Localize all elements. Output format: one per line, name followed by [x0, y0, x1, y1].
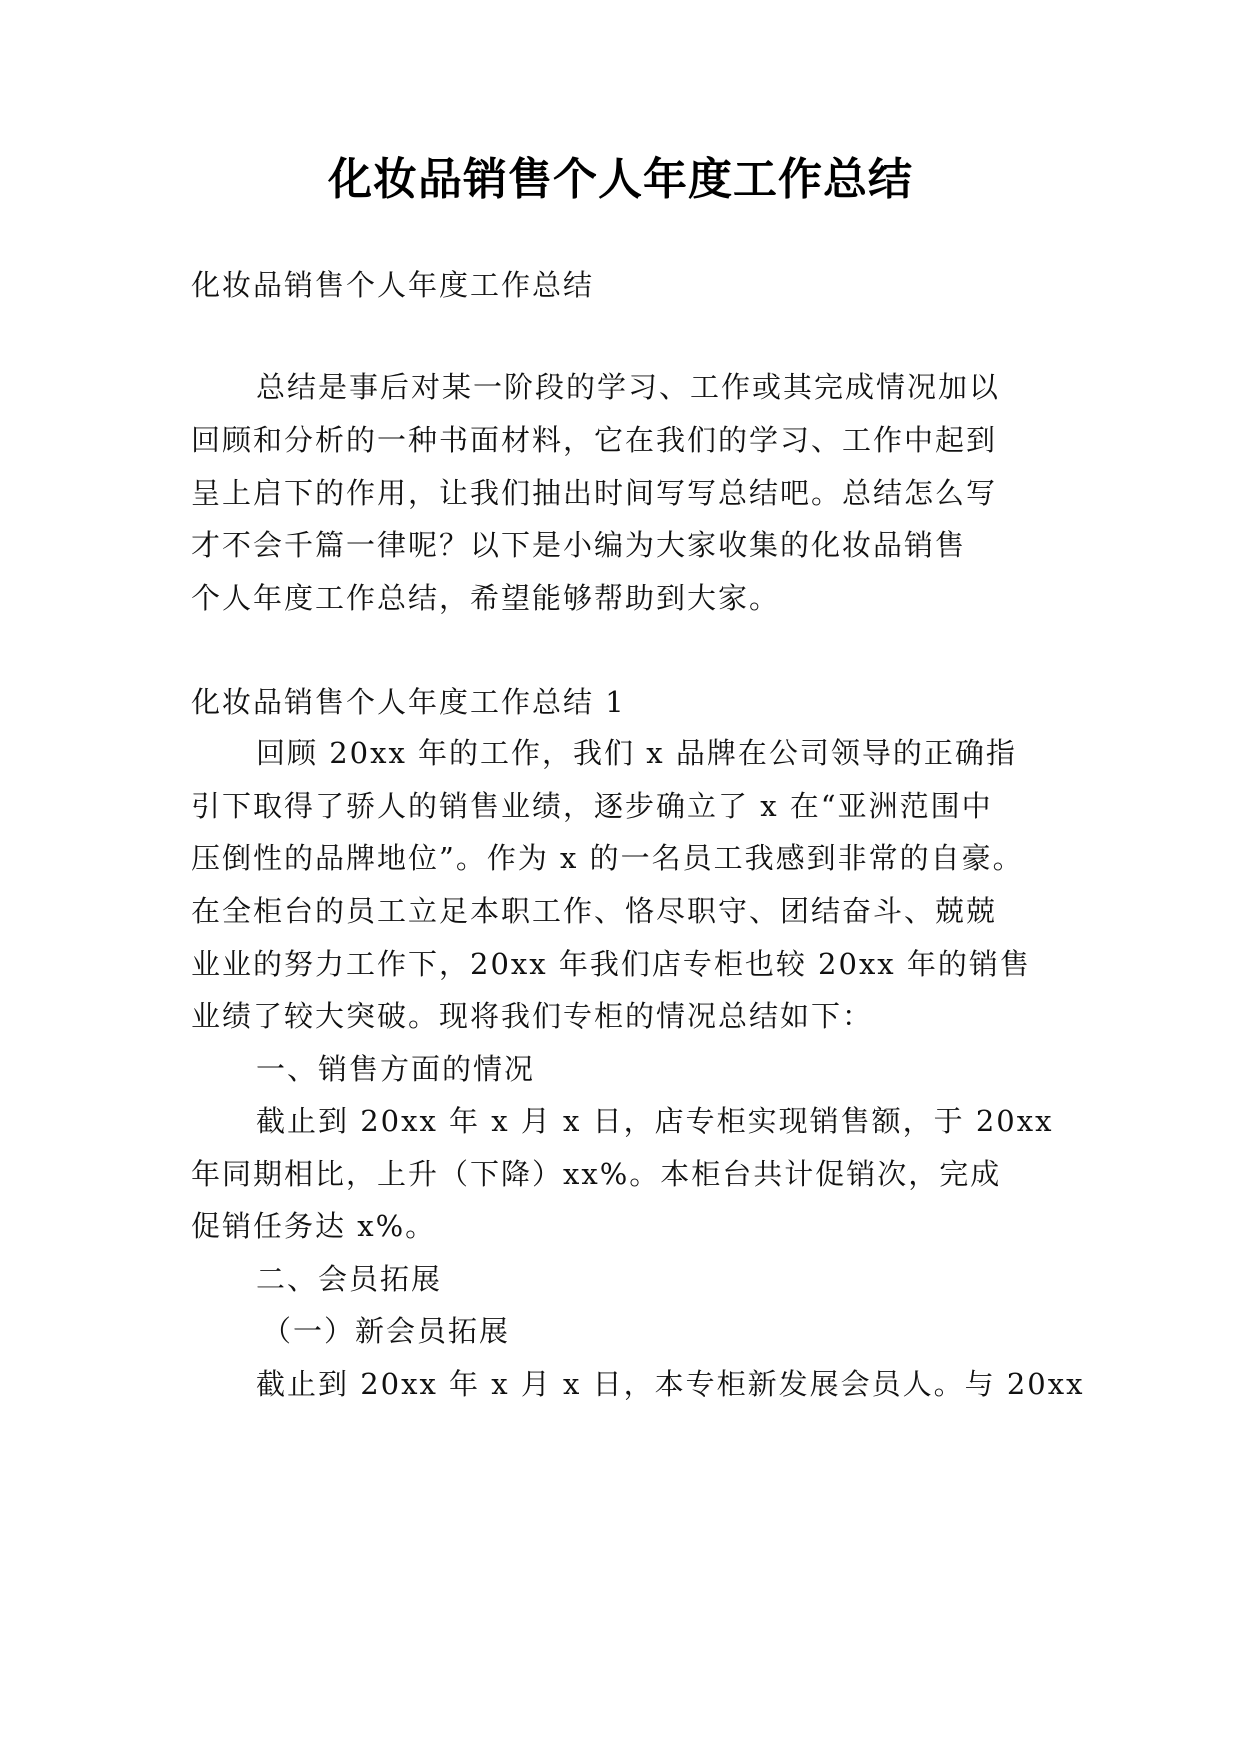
- sales-paragraph-line: 截止到 20xx 年 x 月 x 日，店专柜实现销售额，于 20xx: [256, 1104, 1054, 1138]
- members-paragraph-line: 截止到 20xx 年 x 月 x 日，本专柜新发展会员人。与 20xx: [256, 1367, 1085, 1401]
- body-paragraph-line: 业业的努力工作下，20xx 年我们店专柜也较 20xx 年的销售: [191, 947, 1031, 981]
- sales-paragraph-line: 促销任务达 x%。: [191, 1209, 437, 1243]
- section-heading: 化妆品销售个人年度工作总结 1: [191, 685, 626, 719]
- intro-paragraph-line: 才不会千篇一律呢？以下是小编为大家收集的化妆品销售: [191, 528, 967, 562]
- body-paragraph-line: 回顾 20xx 年的工作，我们 x 品牌在公司领导的正确指: [256, 736, 1017, 770]
- document-title: 化妆品销售个人年度工作总结: [328, 154, 913, 205]
- intro-paragraph-line: 总结是事后对某一阶段的学习、工作或其完成情况加以: [256, 370, 1001, 404]
- intro-paragraph-line: 个人年度工作总结，希望能够帮助到大家。: [191, 581, 781, 615]
- body-paragraph-line: 压倒性的品牌地位”。作为 x 的一名员工我感到非常的自豪。: [191, 841, 1024, 875]
- body-paragraph-line: 业绩了较大突破。现将我们专柜的情况总结如下：: [191, 999, 874, 1033]
- body-paragraph-line: 引下取得了骄人的销售业绩，逐步确立了 x 在“亚洲范围中: [191, 789, 993, 823]
- subtitle-line: 化妆品销售个人年度工作总结: [191, 268, 595, 302]
- subheading-new-members: （一）新会员拓展: [262, 1314, 511, 1348]
- subheading-members: 二、会员拓展: [256, 1262, 443, 1296]
- body-paragraph-line: 在全柜台的员工立足本职工作、恪尽职守、团结奋斗、兢兢: [191, 894, 998, 928]
- intro-paragraph-line: 呈上启下的作用，让我们抽出时间写写总结吧。总结怎么写: [191, 476, 998, 510]
- intro-paragraph-line: 回顾和分析的一种书面材料，它在我们的学习、工作中起到: [191, 423, 998, 457]
- sales-paragraph-line: 年同期相比，上升（下降）xx%。本柜台共计促销次，完成: [191, 1157, 1002, 1191]
- subheading-sales: 一、销售方面的情况: [256, 1052, 536, 1086]
